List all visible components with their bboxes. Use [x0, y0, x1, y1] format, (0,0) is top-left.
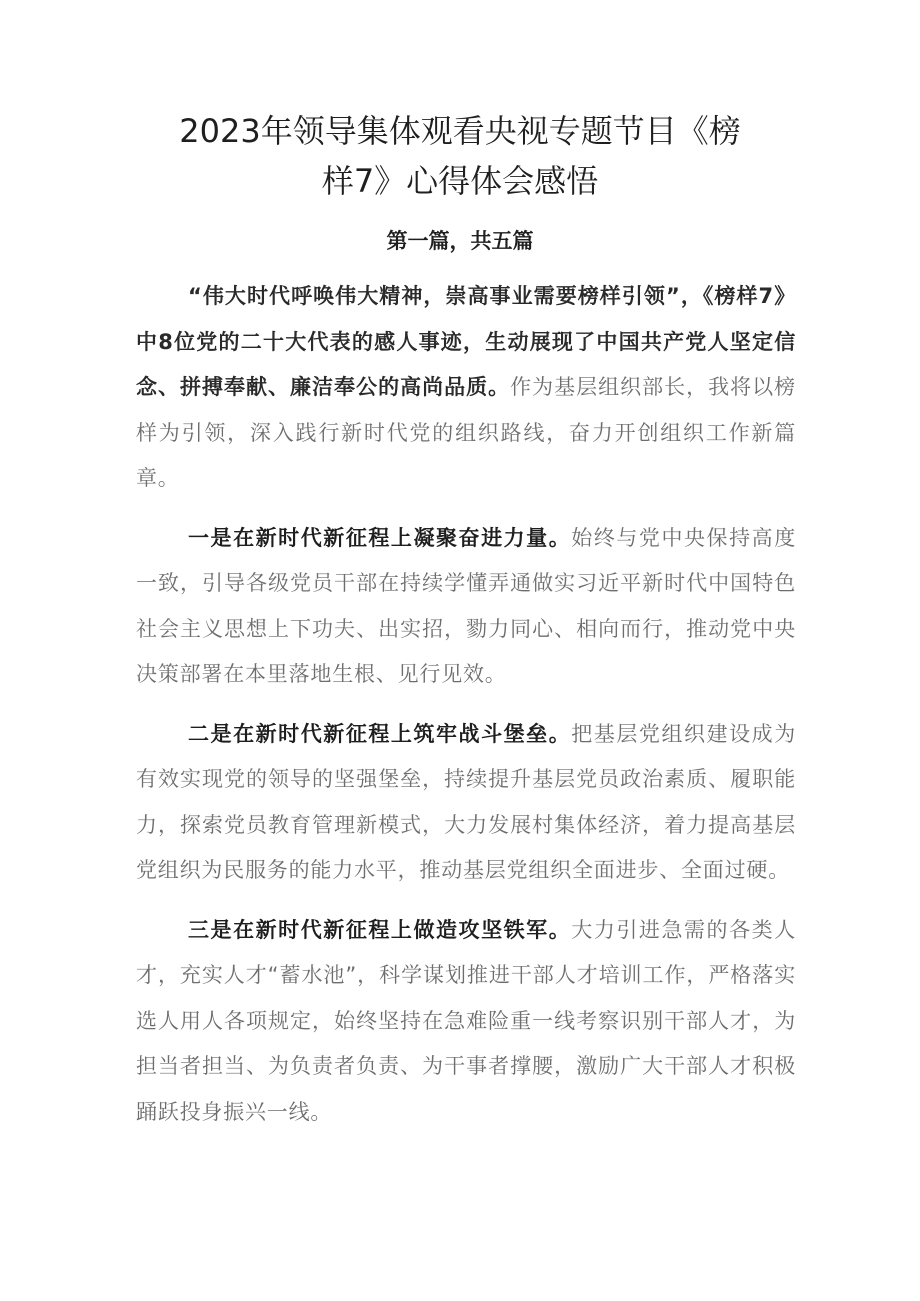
paragraph-lead: “伟大时代呼唤伟大精神，崇高事业需要榜样引领”，《榜样7》中8位党的二十大代表的感人事迹，生动展现了中国共产党人坚定信念、拼搏奉献、廉洁奉公的高尚品质。: [136, 284, 796, 399]
page-title: [160, 106, 760, 206]
paragraph-body: 作为基层组织部长，我将以榜样为引领，深入践行新时代党的组织路线，奋力开创组织工作新篇章。: [136, 375, 796, 490]
paragraph-body: 始终与党中央保持高度一致，引导各级党员干部在持续学懂弄通做实习近平新时代中国特色社会主义思想上下功夫、出实招，勠力同心、相向而行，推动党中央决策部署在本里落地生根、见行见效。: [136, 525, 796, 686]
paragraph-body: 大力引进急需的各类人才，充实人才“蓄水池”，科学谋划推进干部人才培训工作，严格落实选人用人各项规定，始终坚持在急难险重一线考察识别干部人才，为担当者担当、为负责者负责、为干事者撑腰，激励广大干部人才积极踊跃投身振兴一线。: [136, 917, 796, 1124]
paragraph-body: 把基层党组织建设成为有效实现党的领导的坚强堡垒，持续提升基层党员政治素质、履职能力，探索党员教育管理新模式，大力发展村集体经济，着力提高基层党组织为民服务的能力水平，推动基层党组织全面进步、全面过硬。: [136, 721, 796, 882]
paragraph-point-3: [136, 908, 796, 1136]
document-body: [136, 274, 796, 1135]
paragraph-lead: 三是在新时代新征程上做造攻坚铁军。: [188, 917, 572, 942]
title-line-2: 样7》心得体会感悟: [321, 162, 599, 200]
paragraph-point-2: [136, 712, 796, 894]
section-subtitle: 第一篇，共五篇: [386, 229, 534, 253]
paragraph-lead: 一是在新时代新征程上凝聚奋进力量。: [188, 525, 572, 550]
paragraph-point-1: [136, 516, 796, 698]
paragraph-intro: [136, 274, 796, 502]
paragraph-lead: 二是在新时代新征程上筑牢战斗堡垒。: [188, 721, 572, 746]
title-line-1: 2023年领导集体观看央视专题节目《榜: [179, 112, 741, 150]
